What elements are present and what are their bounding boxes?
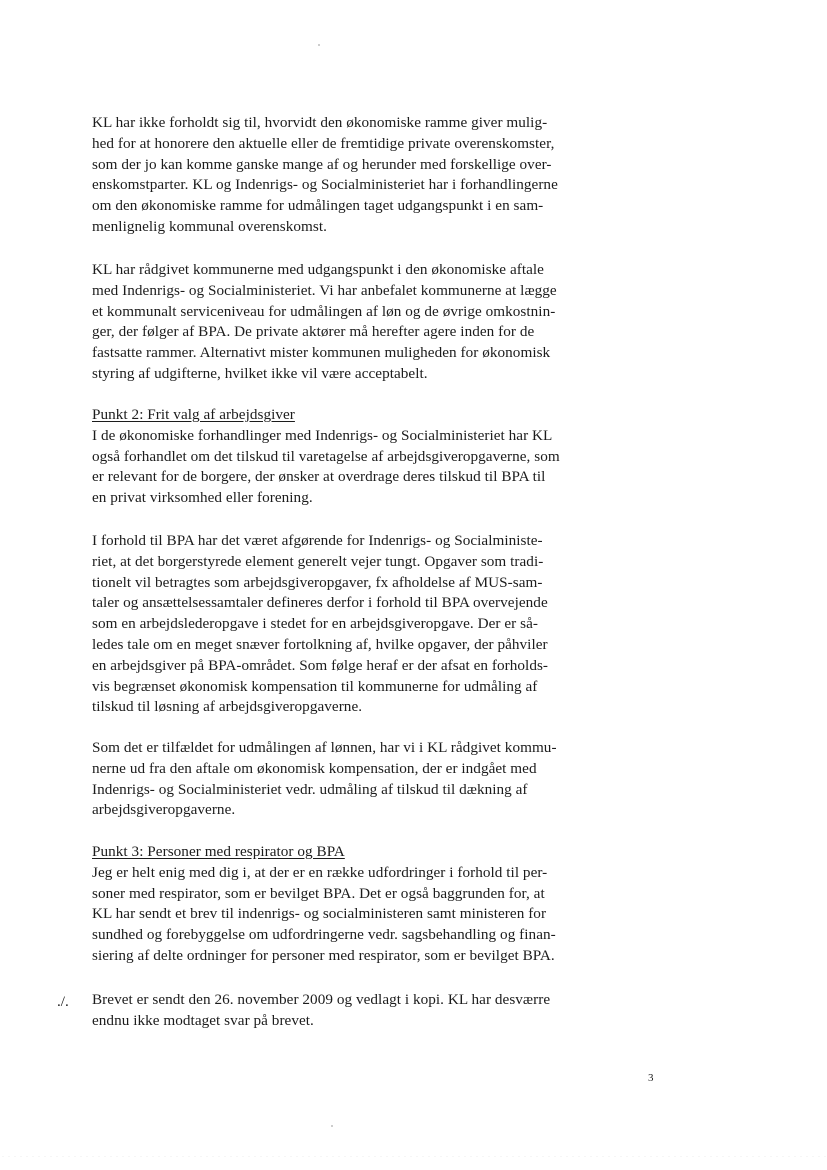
scan-edge-artifact bbox=[0, 1156, 827, 1157]
paragraph-bpa-employer-tasks bbox=[92, 531, 612, 718]
text-line: en arbejdsgiver på BPA-området. Som følge heraf er der afsat en forholds- bbox=[92, 656, 549, 674]
text-line: fastsatte rammer. Alternativt mister kommunen muligheden for økonomisk bbox=[92, 344, 551, 362]
text-line: et kommunalt serviceniveau for udmålingen af løn og de øvrige omkostnin- bbox=[92, 302, 556, 320]
text-line: Som det er tilfældet for udmålingen af lønnen, har vi i KL rådgivet kommu- bbox=[92, 739, 557, 756]
text-line: en privat virksomhed eller forening. bbox=[92, 489, 313, 507]
text-line: hed for at honorere den aktuelle eller de fremtidige private overenskomster, bbox=[92, 134, 555, 152]
paragraph-compensation-advice bbox=[92, 738, 612, 821]
text-line: er relevant for de borgere, der ønsker at overdrage deres tilskud til BPA til bbox=[92, 468, 546, 486]
text-line: ger, der følger af BPA. De private aktører må herefter agere inden for de bbox=[92, 323, 535, 341]
text-line: endnu ikke modtaget svar på brevet. bbox=[92, 1011, 314, 1029]
text-line: styring af udgifterne, hvilket ikke vil være acceptabelt. bbox=[92, 364, 428, 382]
section-free-choice-employer bbox=[92, 405, 612, 509]
text-line: nerne ud fra den aftale om økonomisk kompensation, der er indgået med bbox=[92, 759, 537, 777]
text-line: som en arbejdslederopgave i stedet for en arbejdsgiveropgave. Der er så- bbox=[92, 615, 538, 633]
scan-speck bbox=[318, 44, 320, 46]
section-heading-punkt-2: Punkt 2: Frit valg af arbejdsgiver bbox=[92, 406, 295, 423]
page-number: 3 bbox=[648, 1072, 654, 1084]
text-line: KL har sendt et brev til indenrigs- og socialministeren samt ministeren for bbox=[92, 905, 547, 923]
text-line: soner med respirator, som er bevilget BPA. Det er også baggrunden for, at bbox=[92, 884, 545, 902]
text-line: I forhold til BPA har det været afgørende for Indenrigs- og Socialministe- bbox=[92, 532, 543, 549]
text-line: tionelt vil betragtes som arbejdsgiveropgaver, fx afholdelse af MUS-sam- bbox=[92, 573, 543, 591]
text-line: om den økonomiske ramme for udmålingen taget udgangspunkt i en sam- bbox=[92, 197, 544, 215]
text-line: også forhandlet om det tilskud til varetagelse af arbejdsgiveropgaverne, som bbox=[92, 447, 560, 465]
text-line: arbejdsgiveropgaverne. bbox=[92, 801, 236, 819]
paragraph-advice-municipalities bbox=[92, 260, 612, 385]
text-line: Jeg er helt enig med dig i, at der er en række udfordringer i forhold til per- bbox=[92, 863, 548, 881]
text-line: taler og ansættelsessamtaler defineres derfor i forhold til BPA overvejende bbox=[92, 594, 548, 612]
section-heading-punkt-3: Punkt 3: Personer med respirator og BPA bbox=[92, 843, 345, 860]
text-line: vis begrænset økonomisk kompensation til kommunerne for udmåling af bbox=[92, 677, 538, 695]
text-line: enskomstparter. KL og Indenrigs- og Socialministeriet har i forhandlingerne bbox=[92, 176, 558, 194]
scan-speck bbox=[331, 1125, 333, 1127]
paragraph-economic-frame bbox=[92, 113, 612, 238]
section-respirator-bpa bbox=[92, 842, 612, 967]
text-line: Indenrigs- og Socialministeriet vedr. udmåling af tilskud til dækning af bbox=[92, 780, 528, 798]
text-line: som der jo kan komme ganske mange af og herunder med forskellige over- bbox=[92, 155, 552, 173]
enclosure-mark: ./. bbox=[57, 993, 69, 1010]
text-line: ledes tale om en meget snæver fortolkning af, hvilke opgaver, der påhviler bbox=[92, 635, 548, 653]
text-line: Brevet er sendt den 26. november 2009 og vedlagt i kopi. KL har desværre bbox=[92, 991, 551, 1008]
text-line: I de økonomiske forhandlinger med Indenrigs- og Socialministeriet har KL bbox=[92, 426, 553, 444]
text-line: siering af delte ordninger for personer med respirator, som er bevilget BPA. bbox=[92, 946, 555, 964]
text-line: menlignelig kommunal overenskomst. bbox=[92, 217, 327, 235]
text-line: KL har ikke forholdt sig til, hvorvidt den økonomiske ramme giver mulig- bbox=[92, 114, 548, 131]
text-line: riet, at det borgerstyrede element generelt vejer tungt. Opgaver som tradi- bbox=[92, 552, 544, 570]
paragraph-letter-sent bbox=[92, 990, 612, 1032]
text-line: tilskud til løsning af arbejdsgiveropgaverne. bbox=[92, 698, 363, 716]
text-line: med Indenrigs- og Socialministeriet. Vi har anbefalet kommunerne at lægge bbox=[92, 281, 557, 299]
text-line: KL har rådgivet kommunerne med udgangspunkt i den økonomiske aftale bbox=[92, 261, 544, 278]
text-line: sundhed og forebyggelse om udfordringerne vedr. sagsbehandling og finan- bbox=[92, 926, 556, 944]
